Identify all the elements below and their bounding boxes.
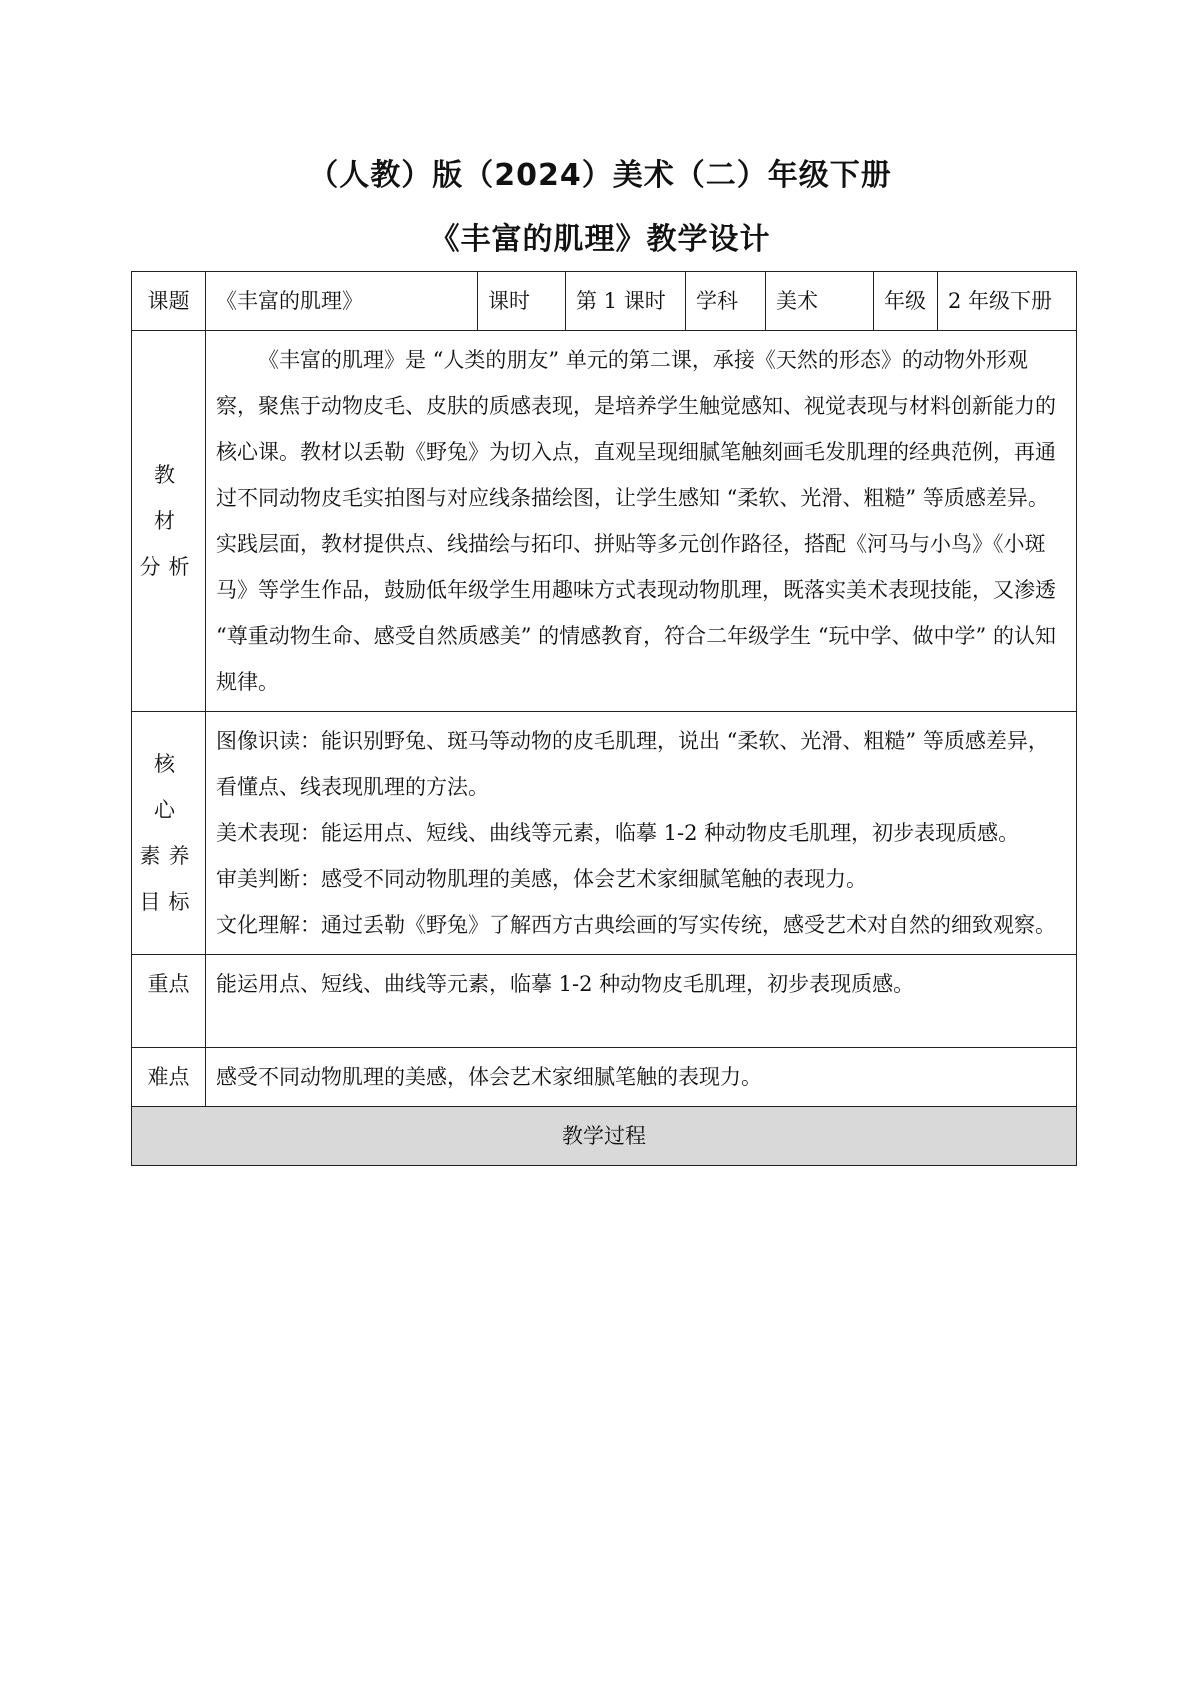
- goals-label-line-3: 目标: [139, 890, 198, 914]
- subject-value: 美术: [766, 272, 874, 331]
- period-label: 课时: [478, 272, 566, 331]
- key-point-label: 重点: [132, 955, 206, 1048]
- document-title-line-2: 《丰富的肌理》教学设计: [429, 222, 771, 257]
- document-title-line-1: （人教）版（2024）美术（二）年级下册: [308, 158, 892, 193]
- difficulty-row: [132, 1048, 1077, 1107]
- header-row: [132, 272, 1077, 331]
- analysis-text: 《丰富的肌理》是 “人类的朋友” 单元的第二课，承接《天然的形态》的动物外形观察，聚焦于动物皮毛、皮肤的质感表现，是培养学生触觉感知、视觉表现与材料创新能力的核心课。教材以丢勒《野兔》为切入点，直观呈现细腻笔触刻画毛发肌理的经典范例，再通过不同动物皮毛实拍图与对应线条描绘图，让学生感知 “柔软、光滑、粗糙” 等质感差异。实践层面，教材提供点、线描绘与拓印、拼贴等多元创作路径，搭配《河马与小鸟》《小斑马》等学生作品，鼓励低年级学生用趣味方式表现动物肌理，既落实美术表现技能，又渗透 “尊重动物生命、感受自然质感美” 的情感教育，符合二年级学生 “玩中学、做中学” 的认知规律。: [206, 331, 1077, 712]
- goals-row: [132, 712, 1077, 955]
- difficulty-text: 感受不同动物肌理的美感，体会艺术家细腻笔触的表现力。: [206, 1048, 1077, 1107]
- teaching-process-row: [132, 1107, 1077, 1166]
- goal-art-expression: 美术表现：能运用点、短线、曲线等元素，临摹 1-2 种动物皮毛肌理，初步表现质感。: [216, 821, 1020, 845]
- subject-label: 学科: [686, 272, 766, 331]
- goal-cultural-understanding: 文化理解：通过丢勒《野兔》了解西方古典绘画的写实传统，感受艺术对自然的细致观察。: [216, 913, 1056, 937]
- analysis-label: [132, 331, 206, 712]
- topic-label: 课题: [132, 272, 206, 331]
- analysis-row: [132, 331, 1077, 712]
- teaching-process-heading: 教学过程: [132, 1107, 1077, 1166]
- goal-image-reading: 图像识读：能识别野兔、斑马等动物的皮毛肌理，说出 “柔软、光滑、粗糙” 等质感差异，看懂点、线表现肌理的方法。: [216, 729, 1049, 799]
- grade-value: 2 年级下册: [938, 272, 1077, 331]
- topic-value: 《丰富的肌理》: [206, 272, 478, 331]
- analysis-label-line-1: 教 材: [154, 463, 183, 533]
- key-point-row: [132, 955, 1077, 1048]
- difficulty-label: 难点: [132, 1048, 206, 1107]
- goals-label-line-1: 核 心: [154, 752, 183, 822]
- grade-label: 年级: [874, 272, 938, 331]
- lesson-plan-table: [131, 271, 1077, 1166]
- goals-content: [206, 712, 1077, 955]
- key-point-text: 能运用点、短线、曲线等元素，临摹 1-2 种动物皮毛肌理，初步表现质感。: [206, 955, 1077, 1048]
- goals-label: [132, 712, 206, 955]
- analysis-label-line-2: 分析: [139, 555, 198, 579]
- period-value: 第 1 课时: [566, 272, 686, 331]
- goals-label-line-2: 素养: [139, 844, 198, 868]
- goal-aesthetic-judgement: 审美判断：感受不同动物肌理的美感，体会艺术家细腻笔触的表现力。: [216, 867, 867, 891]
